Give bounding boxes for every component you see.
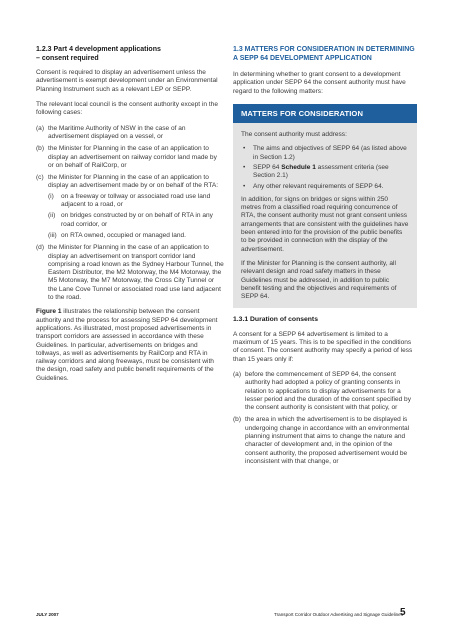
right-column bbox=[233, 46, 417, 470]
footer-date: JULY 2007 bbox=[36, 612, 59, 617]
paragraph: The consent authority must address: bbox=[241, 131, 347, 139]
paragraph: Consent is required to display an advertisement unless the advertisement is exempt development under an Environmental Planning Instrument such as a relevant LEP or SEPP. bbox=[36, 69, 218, 93]
list-item: (iii) on RTA owned, occupied or managed land. bbox=[48, 231, 186, 239]
list-item: (d) the Minister for Planning in the case of an application to display an advertisement on transport corridor land comprising a road known as the Sydney Harbour Tunnel, the Eastern Distributor, the M2 Motorway, the M4 Motorway, the M5 Motorway, the M7 Motorway, the Cross City Tunnel or the Lane Cove Tunnel or associated road use land adjacent to the road. bbox=[36, 244, 224, 302]
list-item: • Any other relevant requirements of SEPP 64. bbox=[243, 182, 384, 190]
bullet-icon: • bbox=[243, 182, 246, 190]
matters-for-consideration-box bbox=[233, 104, 417, 308]
paragraph: A consent for a SEPP 64 advertisement is limited to a maximum of 15 years. This is to be specified in the conditions of consent. The consent authority may specify a period of less than 15 years only if: bbox=[233, 330, 413, 363]
bullet-icon: • bbox=[243, 163, 246, 171]
paragraph: If the Minister for Planning is the consent authority, all relevant design and road safety matters in these Guidelines must be addressed, in addition to public benefit testing and the objectives and requirements of SEPP 64. bbox=[241, 259, 397, 301]
footer-title: Transport Corridor Outdoor Advertising and Signage Guidelines bbox=[274, 612, 404, 617]
bullet-icon: • bbox=[243, 145, 246, 153]
list-item: (i) on a freeway or tollway or associated road use land adjacent to a road, or bbox=[48, 192, 211, 209]
list-item: (a) the Maritime Authority of NSW in the case of an advertisement displayed on a vessel, or bbox=[36, 124, 186, 140]
paragraph: Figure 1 illustrates the relationship between the consent authority and the process for assessing SEPP 64 development applications. As illustrated, most proposed advertisements in transport corridors are assessed in accordance with these Guidelines. In particular, advertisements on bridges and tollways, as well as advertisements by RailCorp and RTA in railway corridors and along freeways, must be consistent with the design, road safety and public benefit requirements of the Guidelines. bbox=[36, 308, 218, 382]
box-body bbox=[233, 123, 417, 308]
paragraph: The relevant local council is the consent authority except in the following cases: bbox=[36, 101, 218, 117]
paragraph: In determining whether to grant consent to a development application under SEPP 64 the consent authority must have regard to the following matters: bbox=[233, 71, 406, 95]
duration-conditions-list bbox=[233, 371, 417, 466]
list-item: • SEPP 64 Schedule 1 assessment criteria (see Section 2.1) bbox=[243, 163, 389, 180]
section-heading-1-2-3: 1.2.3 Part 4 development applications – consent required bbox=[36, 46, 161, 62]
page-number: 5 bbox=[400, 607, 406, 618]
paragraph: In addition, for signs on bridges or signs within 250 metres from a classified road requiring concurrence of RTA, the consent authority must not grant consent unless arrangements that are consistent with the guidelines have been entered into for the provision of the public benefits to be provided in connection with the display of the advertisement. bbox=[241, 195, 409, 253]
section-heading-1-3: 1.3 MATTERS FOR CONSIDERATION IN DETERMINING A SEPP 64 DEVELOPMENT APPLICATION bbox=[233, 46, 415, 62]
list-item: • The aims and objectives of SEPP 64 (as listed above in Section 1.2) bbox=[243, 145, 407, 161]
rta-subcases bbox=[48, 193, 224, 240]
section-heading-1-3-1: 1.3.1 Duration of consents bbox=[233, 316, 318, 324]
matters-bullet-list bbox=[241, 145, 409, 190]
figure-reference: Figure 1 bbox=[36, 308, 62, 316]
left-column bbox=[36, 46, 224, 390]
list-item: (b) the area in which the advertisement is to be displayed is undergoing change in accordance with an environmental planning instrument that aims to change the nature and character of development and, in the opinion of the consent authority, the proposed advertisement would be inconsistent with that change, or bbox=[233, 416, 410, 465]
list-item: (a) before the commencement of SEPP 64, the consent authority had adopted a policy of granting consents in relation to applications to display advertisements for a lesser period and the duration of the consent specified by the consent authority is consistent with that policy, or bbox=[233, 370, 411, 412]
list-item: (c) the Minister for Planning in the case of an application to display an advertisement made by or on behalf of the RTA: (i) on a freeway or tollway or associated road use land adjacent to a road, or (ii) on bridges constructed by or on behalf of RTA in any road corridor, or (iii) on RTA owned, occupied or managed land. bbox=[36, 174, 224, 240]
consent-authority-cases bbox=[36, 125, 224, 303]
list-item: (ii) on bridges constructed by or on behalf of RTA in any road corridor, or bbox=[48, 212, 213, 228]
list-item: (b) the Minister for Planning in the case of an application to display an advertisement on railway corridor land made by or on behalf of RailCorp, or bbox=[36, 145, 217, 169]
box-title: MATTERS FOR CONSIDERATION bbox=[233, 104, 417, 123]
